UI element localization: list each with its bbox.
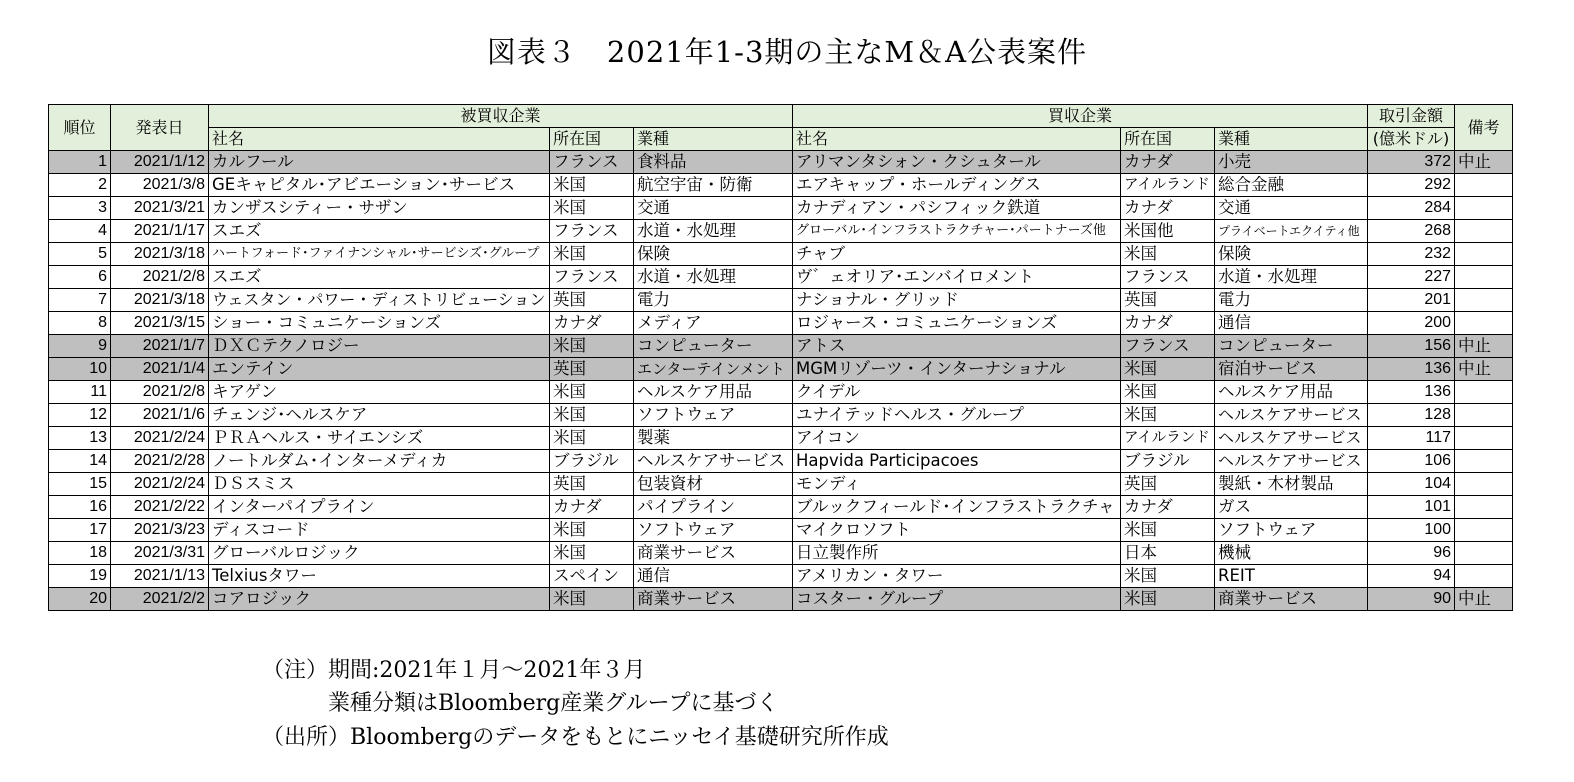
- acquirer-company-cell: アリマンタシォン・クシュタール: [793, 151, 1121, 174]
- acquirer-industry-cell: 総合金融: [1215, 174, 1368, 197]
- rank-cell: 15: [49, 473, 111, 496]
- rank-cell: 17: [49, 519, 111, 542]
- acquirer-company-cell: ナショナル・グリッド: [793, 289, 1121, 312]
- table-row: [49, 266, 1513, 289]
- table-row: [49, 496, 1513, 519]
- remarks-cell: [1455, 266, 1513, 289]
- target-industry-cell: 商業サービス: [634, 588, 793, 611]
- target-country-cell: 米国: [550, 427, 634, 450]
- target-company-cell: ウェスタン・パワー・ディストリビューション: [209, 289, 550, 312]
- amount-cell: 156: [1368, 335, 1455, 358]
- table-row: [49, 450, 1513, 473]
- acquirer-company-cell: グローバル･インフラストラクチャー･パートナーズ他: [793, 220, 1121, 243]
- date-cell: 2021/2/8: [111, 266, 209, 289]
- amount-cell: 94: [1368, 565, 1455, 588]
- date-cell: 2021/1/4: [111, 358, 209, 381]
- target-country-cell: カナダ: [550, 312, 634, 335]
- table-row: [49, 565, 1513, 588]
- remarks-cell: [1455, 519, 1513, 542]
- table-row: [49, 335, 1513, 358]
- acquirer-industry-cell: 宿泊サービス: [1215, 358, 1368, 381]
- target-industry-cell: 水道・水処理: [634, 266, 793, 289]
- remarks-cell: 中止: [1455, 588, 1513, 611]
- table-row: [49, 220, 1513, 243]
- amount-cell: 100: [1368, 519, 1455, 542]
- amount-cell: 128: [1368, 404, 1455, 427]
- acquirer-industry-cell: プライベートエクイティ他: [1215, 220, 1368, 243]
- amount-cell: 200: [1368, 312, 1455, 335]
- header-target-company: 社名: [209, 128, 550, 151]
- rank-cell: 9: [49, 335, 111, 358]
- target-country-cell: 米国: [550, 588, 634, 611]
- acquirer-country-cell: アイルランド: [1121, 174, 1215, 197]
- acquirer-industry-cell: 電力: [1215, 289, 1368, 312]
- table-row: [49, 381, 1513, 404]
- target-country-cell: フランス: [550, 151, 634, 174]
- rank-cell: 20: [49, 588, 111, 611]
- header-amount-line2: (億米ドル): [1368, 128, 1455, 151]
- acquirer-company-cell: 日立製作所: [793, 542, 1121, 565]
- acquirer-industry-cell: ヘルスケアサービス: [1215, 427, 1368, 450]
- target-company-cell: ＤＳスミス: [209, 473, 550, 496]
- target-industry-cell: 商業サービス: [634, 542, 793, 565]
- target-company-cell: ＰＲＡヘルス・サイエンシズ: [209, 427, 550, 450]
- acquirer-country-cell: 米国: [1121, 358, 1215, 381]
- header-acquirer-company: 社名: [793, 128, 1121, 151]
- target-company-cell: チェンジ･ヘルスケア: [209, 404, 550, 427]
- rank-cell: 8: [49, 312, 111, 335]
- remarks-cell: 中止: [1455, 335, 1513, 358]
- header-remarks: 備考: [1455, 105, 1513, 151]
- date-cell: 2021/3/21: [111, 197, 209, 220]
- amount-cell: 106: [1368, 450, 1455, 473]
- header-target-country: 所在国: [550, 128, 634, 151]
- target-industry-cell: 電力: [634, 289, 793, 312]
- header-amount-line1: 取引金額: [1368, 105, 1455, 128]
- acquirer-company-cell: ヴ゛ェオリア･エンバイロメント: [793, 266, 1121, 289]
- target-company-cell: GEキャピタル･アビエーション･サービス: [209, 174, 550, 197]
- acquirer-industry-cell: 製紙・木材製品: [1215, 473, 1368, 496]
- target-country-cell: 米国: [550, 335, 634, 358]
- rank-cell: 2: [49, 174, 111, 197]
- remarks-cell: [1455, 427, 1513, 450]
- remarks-cell: 中止: [1455, 151, 1513, 174]
- table-row: [49, 243, 1513, 266]
- date-cell: 2021/3/18: [111, 243, 209, 266]
- remarks-cell: [1455, 174, 1513, 197]
- target-country-cell: スペイン: [550, 565, 634, 588]
- rank-cell: 13: [49, 427, 111, 450]
- target-company-cell: ディスコード: [209, 519, 550, 542]
- target-industry-cell: コンピューター: [634, 335, 793, 358]
- amount-cell: 292: [1368, 174, 1455, 197]
- amount-cell: 101: [1368, 496, 1455, 519]
- acquirer-company-cell: コスター・グループ: [793, 588, 1121, 611]
- target-industry-cell: 交通: [634, 197, 793, 220]
- table-row: [49, 404, 1513, 427]
- ma-deals-table: [48, 104, 1513, 611]
- note-classification: 業種分類はBloomberg産業グループに基づく: [262, 691, 779, 716]
- acquirer-company-cell: マイクロソフト: [793, 519, 1121, 542]
- table-row: [49, 473, 1513, 496]
- amount-cell: 136: [1368, 358, 1455, 381]
- target-country-cell: 英国: [550, 289, 634, 312]
- table-row: [49, 588, 1513, 611]
- acquirer-company-cell: アメリカン・タワー: [793, 565, 1121, 588]
- acquirer-country-cell: 米国: [1121, 404, 1215, 427]
- amount-cell: 90: [1368, 588, 1455, 611]
- acquirer-country-cell: 米国: [1121, 588, 1215, 611]
- header-acquirer-industry: 業種: [1215, 128, 1368, 151]
- acquirer-industry-cell: REIT: [1215, 565, 1368, 588]
- page-title: 図表３ 2021年1-3期の主なM＆A公表案件: [486, 35, 1088, 69]
- target-country-cell: 米国: [550, 381, 634, 404]
- table-row: [49, 289, 1513, 312]
- acquirer-country-cell: 英国: [1121, 473, 1215, 496]
- note-source: （出所）Bloombergのデータをもとにニッセイ基礎研究所作成: [262, 725, 889, 750]
- target-country-cell: カナダ: [550, 496, 634, 519]
- target-industry-cell: ヘルスケア用品: [634, 381, 793, 404]
- acquirer-company-cell: カナディアン・パシフィック鉄道: [793, 197, 1121, 220]
- target-company-cell: カンザスシティー・サザン: [209, 197, 550, 220]
- table-row: [49, 197, 1513, 220]
- date-cell: 2021/3/15: [111, 312, 209, 335]
- target-industry-cell: パイプライン: [634, 496, 793, 519]
- target-company-cell: ショー・コミュニケーションズ: [209, 312, 550, 335]
- target-country-cell: 米国: [550, 519, 634, 542]
- header-acquirer-group: 買収企業: [793, 105, 1368, 128]
- target-country-cell: フランス: [550, 220, 634, 243]
- date-cell: 2021/1/13: [111, 565, 209, 588]
- date-cell: 2021/1/17: [111, 220, 209, 243]
- table-row: [49, 427, 1513, 450]
- date-cell: 2021/3/8: [111, 174, 209, 197]
- amount-cell: 104: [1368, 473, 1455, 496]
- target-industry-cell: ソフトウェア: [634, 519, 793, 542]
- amount-cell: 117: [1368, 427, 1455, 450]
- acquirer-country-cell: アイルランド: [1121, 427, 1215, 450]
- acquirer-industry-cell: ヘルスケアサービス: [1215, 450, 1368, 473]
- acquirer-country-cell: 米国: [1121, 243, 1215, 266]
- target-country-cell: フランス: [550, 266, 634, 289]
- rank-cell: 16: [49, 496, 111, 519]
- remarks-cell: [1455, 496, 1513, 519]
- remarks-cell: [1455, 381, 1513, 404]
- acquirer-industry-cell: 商業サービス: [1215, 588, 1368, 611]
- target-country-cell: 米国: [550, 404, 634, 427]
- table-row: [49, 519, 1513, 542]
- target-company-cell: コアロジック: [209, 588, 550, 611]
- target-company-cell: グローバルロジック: [209, 542, 550, 565]
- table-row: [49, 151, 1513, 174]
- acquirer-country-cell: 米国: [1121, 565, 1215, 588]
- remarks-cell: [1455, 450, 1513, 473]
- amount-cell: 372: [1368, 151, 1455, 174]
- acquirer-country-cell: カナダ: [1121, 151, 1215, 174]
- header-rank: 順位: [49, 105, 111, 151]
- acquirer-company-cell: アトス: [793, 335, 1121, 358]
- amount-cell: 136: [1368, 381, 1455, 404]
- target-country-cell: 英国: [550, 358, 634, 381]
- acquirer-industry-cell: 水道・水処理: [1215, 266, 1368, 289]
- acquirer-company-cell: ブルックフィールド･インフラストラクチャ: [793, 496, 1121, 519]
- amount-cell: 227: [1368, 266, 1455, 289]
- remarks-cell: [1455, 289, 1513, 312]
- target-country-cell: 米国: [550, 542, 634, 565]
- target-country-cell: 米国: [550, 174, 634, 197]
- target-industry-cell: エンターテインメント: [634, 358, 793, 381]
- table-row: [49, 312, 1513, 335]
- rank-cell: 18: [49, 542, 111, 565]
- amount-cell: 284: [1368, 197, 1455, 220]
- header-date: 発表日: [111, 105, 209, 151]
- acquirer-company-cell: MGMリゾーツ・インターナショナル: [793, 358, 1121, 381]
- table-row: [49, 174, 1513, 197]
- date-cell: 2021/2/2: [111, 588, 209, 611]
- date-cell: 2021/1/6: [111, 404, 209, 427]
- rank-cell: 14: [49, 450, 111, 473]
- date-cell: 2021/2/28: [111, 450, 209, 473]
- acquirer-country-cell: ブラジル: [1121, 450, 1215, 473]
- acquirer-company-cell: クイデル: [793, 381, 1121, 404]
- amount-cell: 232: [1368, 243, 1455, 266]
- rank-cell: 19: [49, 565, 111, 588]
- target-country-cell: ブラジル: [550, 450, 634, 473]
- remarks-cell: [1455, 197, 1513, 220]
- target-industry-cell: ソフトウェア: [634, 404, 793, 427]
- rank-cell: 10: [49, 358, 111, 381]
- remarks-cell: [1455, 312, 1513, 335]
- rank-cell: 7: [49, 289, 111, 312]
- remarks-cell: [1455, 473, 1513, 496]
- rank-cell: 11: [49, 381, 111, 404]
- acquirer-country-cell: フランス: [1121, 335, 1215, 358]
- amount-cell: 201: [1368, 289, 1455, 312]
- remarks-cell: [1455, 243, 1513, 266]
- acquirer-company-cell: チャブ: [793, 243, 1121, 266]
- acquirer-industry-cell: 交通: [1215, 197, 1368, 220]
- acquirer-company-cell: Hapvida Participacoes: [793, 450, 1121, 473]
- target-company-cell: スエズ: [209, 266, 550, 289]
- acquirer-industry-cell: 通信: [1215, 312, 1368, 335]
- date-cell: 2021/3/18: [111, 289, 209, 312]
- header-acquirer-country: 所在国: [1121, 128, 1215, 151]
- acquirer-industry-cell: ヘルスケアサービス: [1215, 404, 1368, 427]
- target-industry-cell: メディア: [634, 312, 793, 335]
- date-cell: 2021/2/24: [111, 427, 209, 450]
- acquirer-company-cell: アイコン: [793, 427, 1121, 450]
- acquirer-company-cell: モンディ: [793, 473, 1121, 496]
- amount-cell: 96: [1368, 542, 1455, 565]
- target-industry-cell: 水道・水処理: [634, 220, 793, 243]
- acquirer-country-cell: フランス: [1121, 266, 1215, 289]
- rank-cell: 4: [49, 220, 111, 243]
- remarks-cell: [1455, 220, 1513, 243]
- target-industry-cell: 保険: [634, 243, 793, 266]
- acquirer-industry-cell: 機械: [1215, 542, 1368, 565]
- acquirer-country-cell: 米国他: [1121, 220, 1215, 243]
- target-industry-cell: 航空宇宙・防衛: [634, 174, 793, 197]
- target-company-cell: スエズ: [209, 220, 550, 243]
- acquirer-country-cell: カナダ: [1121, 496, 1215, 519]
- target-industry-cell: ヘルスケアサービス: [634, 450, 793, 473]
- remarks-cell: 中止: [1455, 358, 1513, 381]
- target-company-cell: ノートルダム･インターメディカ: [209, 450, 550, 473]
- acquirer-company-cell: エアキャップ・ホールディングス: [793, 174, 1121, 197]
- acquirer-company-cell: ロジャース・コミュニケーションズ: [793, 312, 1121, 335]
- table-row: [49, 542, 1513, 565]
- target-company-cell: カルフール: [209, 151, 550, 174]
- remarks-cell: [1455, 404, 1513, 427]
- acquirer-company-cell: ユナイテッドヘルス・グループ: [793, 404, 1121, 427]
- date-cell: 2021/3/31: [111, 542, 209, 565]
- note-period: （注）期間:2021年１月～2021年３月: [262, 658, 646, 683]
- target-company-cell: エンテイン: [209, 358, 550, 381]
- acquirer-country-cell: 英国: [1121, 289, 1215, 312]
- acquirer-industry-cell: ソフトウェア: [1215, 519, 1368, 542]
- date-cell: 2021/1/7: [111, 335, 209, 358]
- date-cell: 2021/2/24: [111, 473, 209, 496]
- amount-cell: 268: [1368, 220, 1455, 243]
- acquirer-industry-cell: ガス: [1215, 496, 1368, 519]
- target-industry-cell: 製薬: [634, 427, 793, 450]
- target-industry-cell: 食料品: [634, 151, 793, 174]
- rank-cell: 1: [49, 151, 111, 174]
- rank-cell: 3: [49, 197, 111, 220]
- acquirer-country-cell: 米国: [1121, 381, 1215, 404]
- target-country-cell: 英国: [550, 473, 634, 496]
- header-target-group: 被買収企業: [209, 105, 793, 128]
- acquirer-industry-cell: コンピューター: [1215, 335, 1368, 358]
- rank-cell: 12: [49, 404, 111, 427]
- acquirer-country-cell: 日本: [1121, 542, 1215, 565]
- target-country-cell: 米国: [550, 243, 634, 266]
- acquirer-country-cell: 米国: [1121, 519, 1215, 542]
- rank-cell: 6: [49, 266, 111, 289]
- header-target-industry: 業種: [634, 128, 793, 151]
- target-company-cell: Telxiusタワー: [209, 565, 550, 588]
- target-country-cell: 米国: [550, 197, 634, 220]
- target-company-cell: ハートフォード･ファイナンシャル･サービシズ･グループ: [209, 243, 550, 266]
- acquirer-industry-cell: ヘルスケア用品: [1215, 381, 1368, 404]
- date-cell: 2021/2/8: [111, 381, 209, 404]
- remarks-cell: [1455, 565, 1513, 588]
- acquirer-industry-cell: 保険: [1215, 243, 1368, 266]
- date-cell: 2021/1/12: [111, 151, 209, 174]
- date-cell: 2021/2/22: [111, 496, 209, 519]
- target-industry-cell: 包装資材: [634, 473, 793, 496]
- table-row: [49, 358, 1513, 381]
- target-company-cell: ＤＸＣテクノロジー: [209, 335, 550, 358]
- date-cell: 2021/3/23: [111, 519, 209, 542]
- target-industry-cell: 通信: [634, 565, 793, 588]
- acquirer-industry-cell: 小売: [1215, 151, 1368, 174]
- target-company-cell: キアゲン: [209, 381, 550, 404]
- target-company-cell: インターパイプライン: [209, 496, 550, 519]
- rank-cell: 5: [49, 243, 111, 266]
- remarks-cell: [1455, 542, 1513, 565]
- acquirer-country-cell: カナダ: [1121, 312, 1215, 335]
- acquirer-country-cell: カナダ: [1121, 197, 1215, 220]
